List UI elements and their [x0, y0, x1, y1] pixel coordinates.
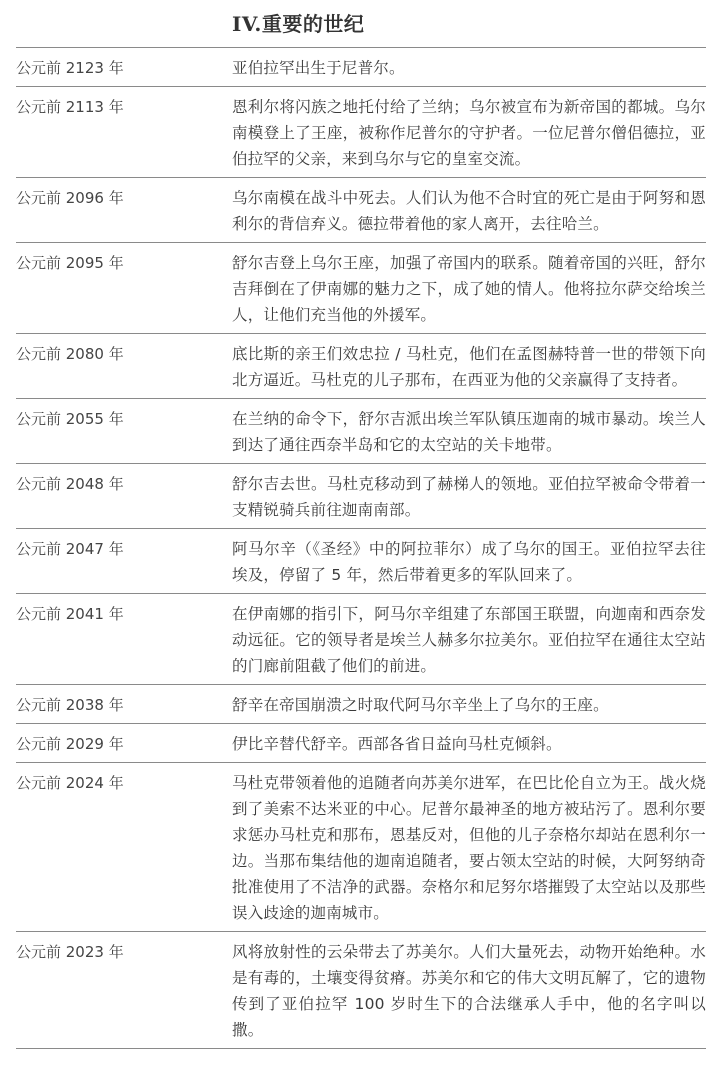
row-date: 公元前 2080 年 — [16, 345, 124, 363]
row-date: 公元前 2095 年 — [16, 254, 124, 272]
row-description: 风将放射性的云朵带去了苏美尔。人们大量死去，动物开始绝种。水是有毒的，土壤变得贫瘠。苏美尔和它的伟大文明瓦解了，它的遗物传到了亚伯拉罕 100 岁时生下的合法继承人手中，他的名字叫以撒。 — [232, 943, 706, 1039]
row-date: 公元前 2029 年 — [16, 735, 124, 753]
row-date: 公元前 2041 年 — [16, 605, 124, 623]
row-date: 公元前 2048 年 — [16, 475, 124, 493]
row-description: 舒辛在帝国崩溃之时取代阿马尔辛坐上了乌尔的王座。 — [232, 696, 609, 714]
table-row — [16, 87, 706, 178]
section-title: IV.重要的世纪 — [232, 12, 365, 36]
row-date: 公元前 2047 年 — [16, 540, 124, 558]
table-row — [16, 724, 706, 763]
row-description: 舒尔吉去世。马杜克移动到了赫梯人的领地。亚伯拉罕被命令带着一支精锐骑兵前往迦南南部。 — [232, 475, 706, 519]
row-date: 公元前 2123 年 — [16, 59, 124, 77]
row-date: 公元前 2024 年 — [16, 774, 124, 792]
row-description: 在伊南娜的指引下，阿马尔辛组建了东部国王联盟，向迦南和西奈发动远征。它的领导者是埃兰人赫多尔拉美尔。亚伯拉罕在通往太空站的门廊前阻截了他们的前进。 — [232, 605, 706, 675]
row-description: 乌尔南模在战斗中死去。人们认为他不合时宜的死亡是由于阿努和恩利尔的背信弃义。德拉带着他的家人离开，去往哈兰。 — [232, 189, 706, 233]
table-row — [16, 529, 706, 594]
table-row — [16, 594, 706, 685]
table-row — [16, 685, 706, 724]
row-description: 舒尔吉登上乌尔王座，加强了帝国内的联系。随着帝国的兴旺，舒尔吉拜倒在了伊南娜的魅力之下，成了她的情人。他将拉尔萨交给埃兰人，让他们充当他的外援军。 — [232, 254, 706, 324]
table-row — [16, 48, 706, 87]
row-date: 公元前 2038 年 — [16, 696, 124, 714]
table-row — [16, 178, 706, 243]
row-description: 阿马尔辛（《圣经》中的阿拉菲尔）成了乌尔的国王。亚伯拉罕去往埃及，停留了 5 年，然后带着更多的军队回来了。 — [232, 540, 706, 584]
table-row — [16, 334, 706, 399]
table-row — [16, 243, 706, 334]
table-row — [16, 932, 706, 1049]
row-description: 底比斯的亲王们效忠拉 / 马杜克，他们在孟图赫特普一世的带领下向北方逼近。马杜克的儿子那布，在西亚为他的父亲赢得了支持者。 — [232, 345, 706, 389]
row-date: 公元前 2055 年 — [16, 410, 124, 428]
row-description: 伊比辛替代舒辛。西部各省日益向马杜克倾斜。 — [232, 735, 562, 753]
row-description: 恩利尔将闪族之地托付给了兰纳；乌尔被宣布为新帝国的都城。乌尔南模登上了王座，被称作尼普尔的守护者。一位尼普尔僧侣德拉，亚伯拉罕的父亲，来到乌尔与它的皇室交流。 — [232, 98, 706, 168]
row-description: 马杜克带领着他的追随者向苏美尔进军，在巴比伦自立为王。战火烧到了美索不达米亚的中心。尼普尔最神圣的地方被玷污了。恩利尔要求惩办马杜克和那布，恩基反对，但他的儿子奈格尔却站在恩利尔一边。当那布集结他的迦南追随者，要占领太空站的时候，大阿努纳奇批准使用了不洁净的武器。奈格尔和尼努尔塔摧毁了太空站以及那些误入歧途的迦南城市。 — [232, 774, 706, 922]
row-description: 亚伯拉罕出生于尼普尔。 — [232, 59, 405, 77]
table-row — [16, 763, 706, 932]
table-row — [16, 399, 706, 464]
row-description: 在兰纳的命令下，舒尔吉派出埃兰军队镇压迦南的城市暴动。埃兰人到达了通往西奈半岛和它的太空站的关卡地带。 — [232, 410, 706, 454]
chronology-table — [16, 47, 706, 1049]
row-date: 公元前 2113 年 — [16, 98, 124, 116]
row-date: 公元前 2096 年 — [16, 189, 124, 207]
table-row — [16, 464, 706, 529]
row-date: 公元前 2023 年 — [16, 943, 124, 961]
